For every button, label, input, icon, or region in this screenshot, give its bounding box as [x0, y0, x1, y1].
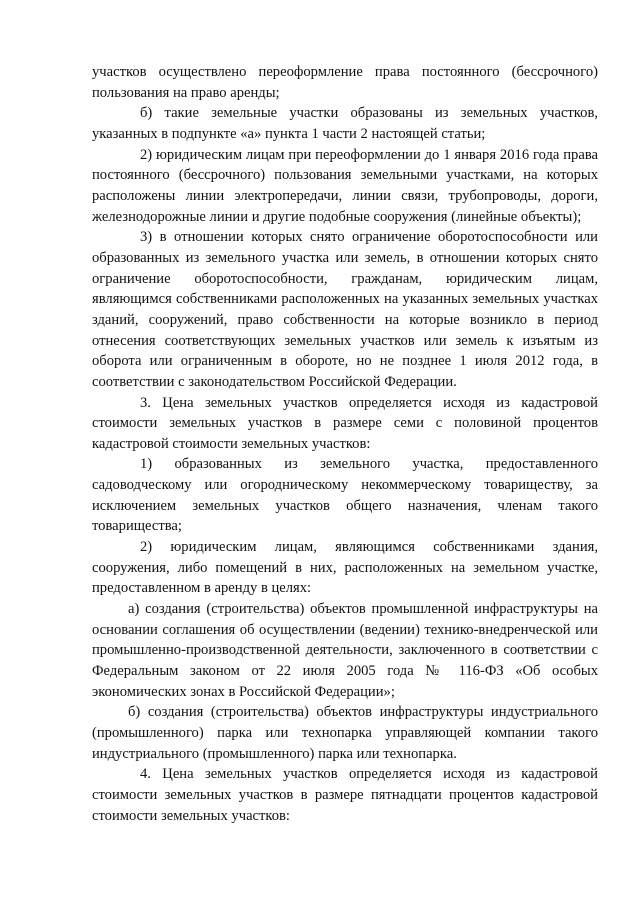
paragraph-continuation: участков осуществлено переоформление права постоянного (бессрочного) пользования на право аренды; [92, 64, 598, 101]
paragraph-item-2: 2) юридическим лицам при переоформлении до 1 января 2016 года права постоянного (бессрочного) пользования земельными участками, на которых расположены линии электропередачи, линии связи, трубопроводы, дороги, железнодорожные линии и другие подобные сооружения (линейные объекты); [92, 146, 598, 225]
paragraph-section-3: 3. Цена земельных участков определяется исходя из кадастровой стоимости земельных участков в размере семи с половиной процентов кадастровой стоимости земельных участков: [92, 394, 598, 452]
document-page [92, 62, 598, 826]
paragraph-section-3-item-1: 1) образованных из земельного участка, предоставленного садоводческому или огородническому некоммерческому товариществу, за исключением земельных участков общего назначения, членам такого товарищества; [92, 456, 598, 535]
paragraph-section-4: 4. Цена земельных участков определяется исходя из кадастровой стоимости земельных участков в размере пятнадцати процентов кадастровой стоимости земельных участков: [92, 766, 598, 824]
paragraph-subitem-a: а) создания (строительства) объектов промышленной инфраструктуры на основании соглашения об осуществлении (ведении) технико-внедренческой или промышленно-производственной деятельности, заключенного в соответствии с Федеральным законом от 22 июля 2005 года № 116-ФЗ «Об особых экономических зонах в Российской Федерации»; [92, 601, 598, 700]
paragraph-subitem-b-2: б) создания (строительства) объектов инфраструктуры индустриального (промышленного) парка или технопарка управляющей компании такого индустриального (промышленного) парка или технопарка. [92, 704, 598, 762]
paragraph-subitem-b: б) такие земельные участки образованы из земельных участков, указанных в подпункте «а» пункта 1 части 2 настоящей статьи; [92, 105, 598, 142]
paragraph-section-3-item-2: 2) юридическим лицам, являющимся собственниками здания, сооружения, либо помещений в них, расположенных на земельном участке, предоставленном в аренду в целях: [92, 539, 598, 597]
paragraph-item-3: 3) в отношении которых снято ограничение оборотоспособности или образованных из земельного участка или земель, в отношении которых снято ограничение оборотоспособности, гражданам, юридическим лицам, являющимся собственниками расположенных на указанных земельных участках зданий, сооружений, право собственности на которые возникло в период отнесения соответствующих земельных участков или земель к изъятым из оборота или ограниченным в обороте, но не позднее 1 июля 2012 года, в соответствии с законодательством Российской Федерации. [92, 229, 598, 390]
